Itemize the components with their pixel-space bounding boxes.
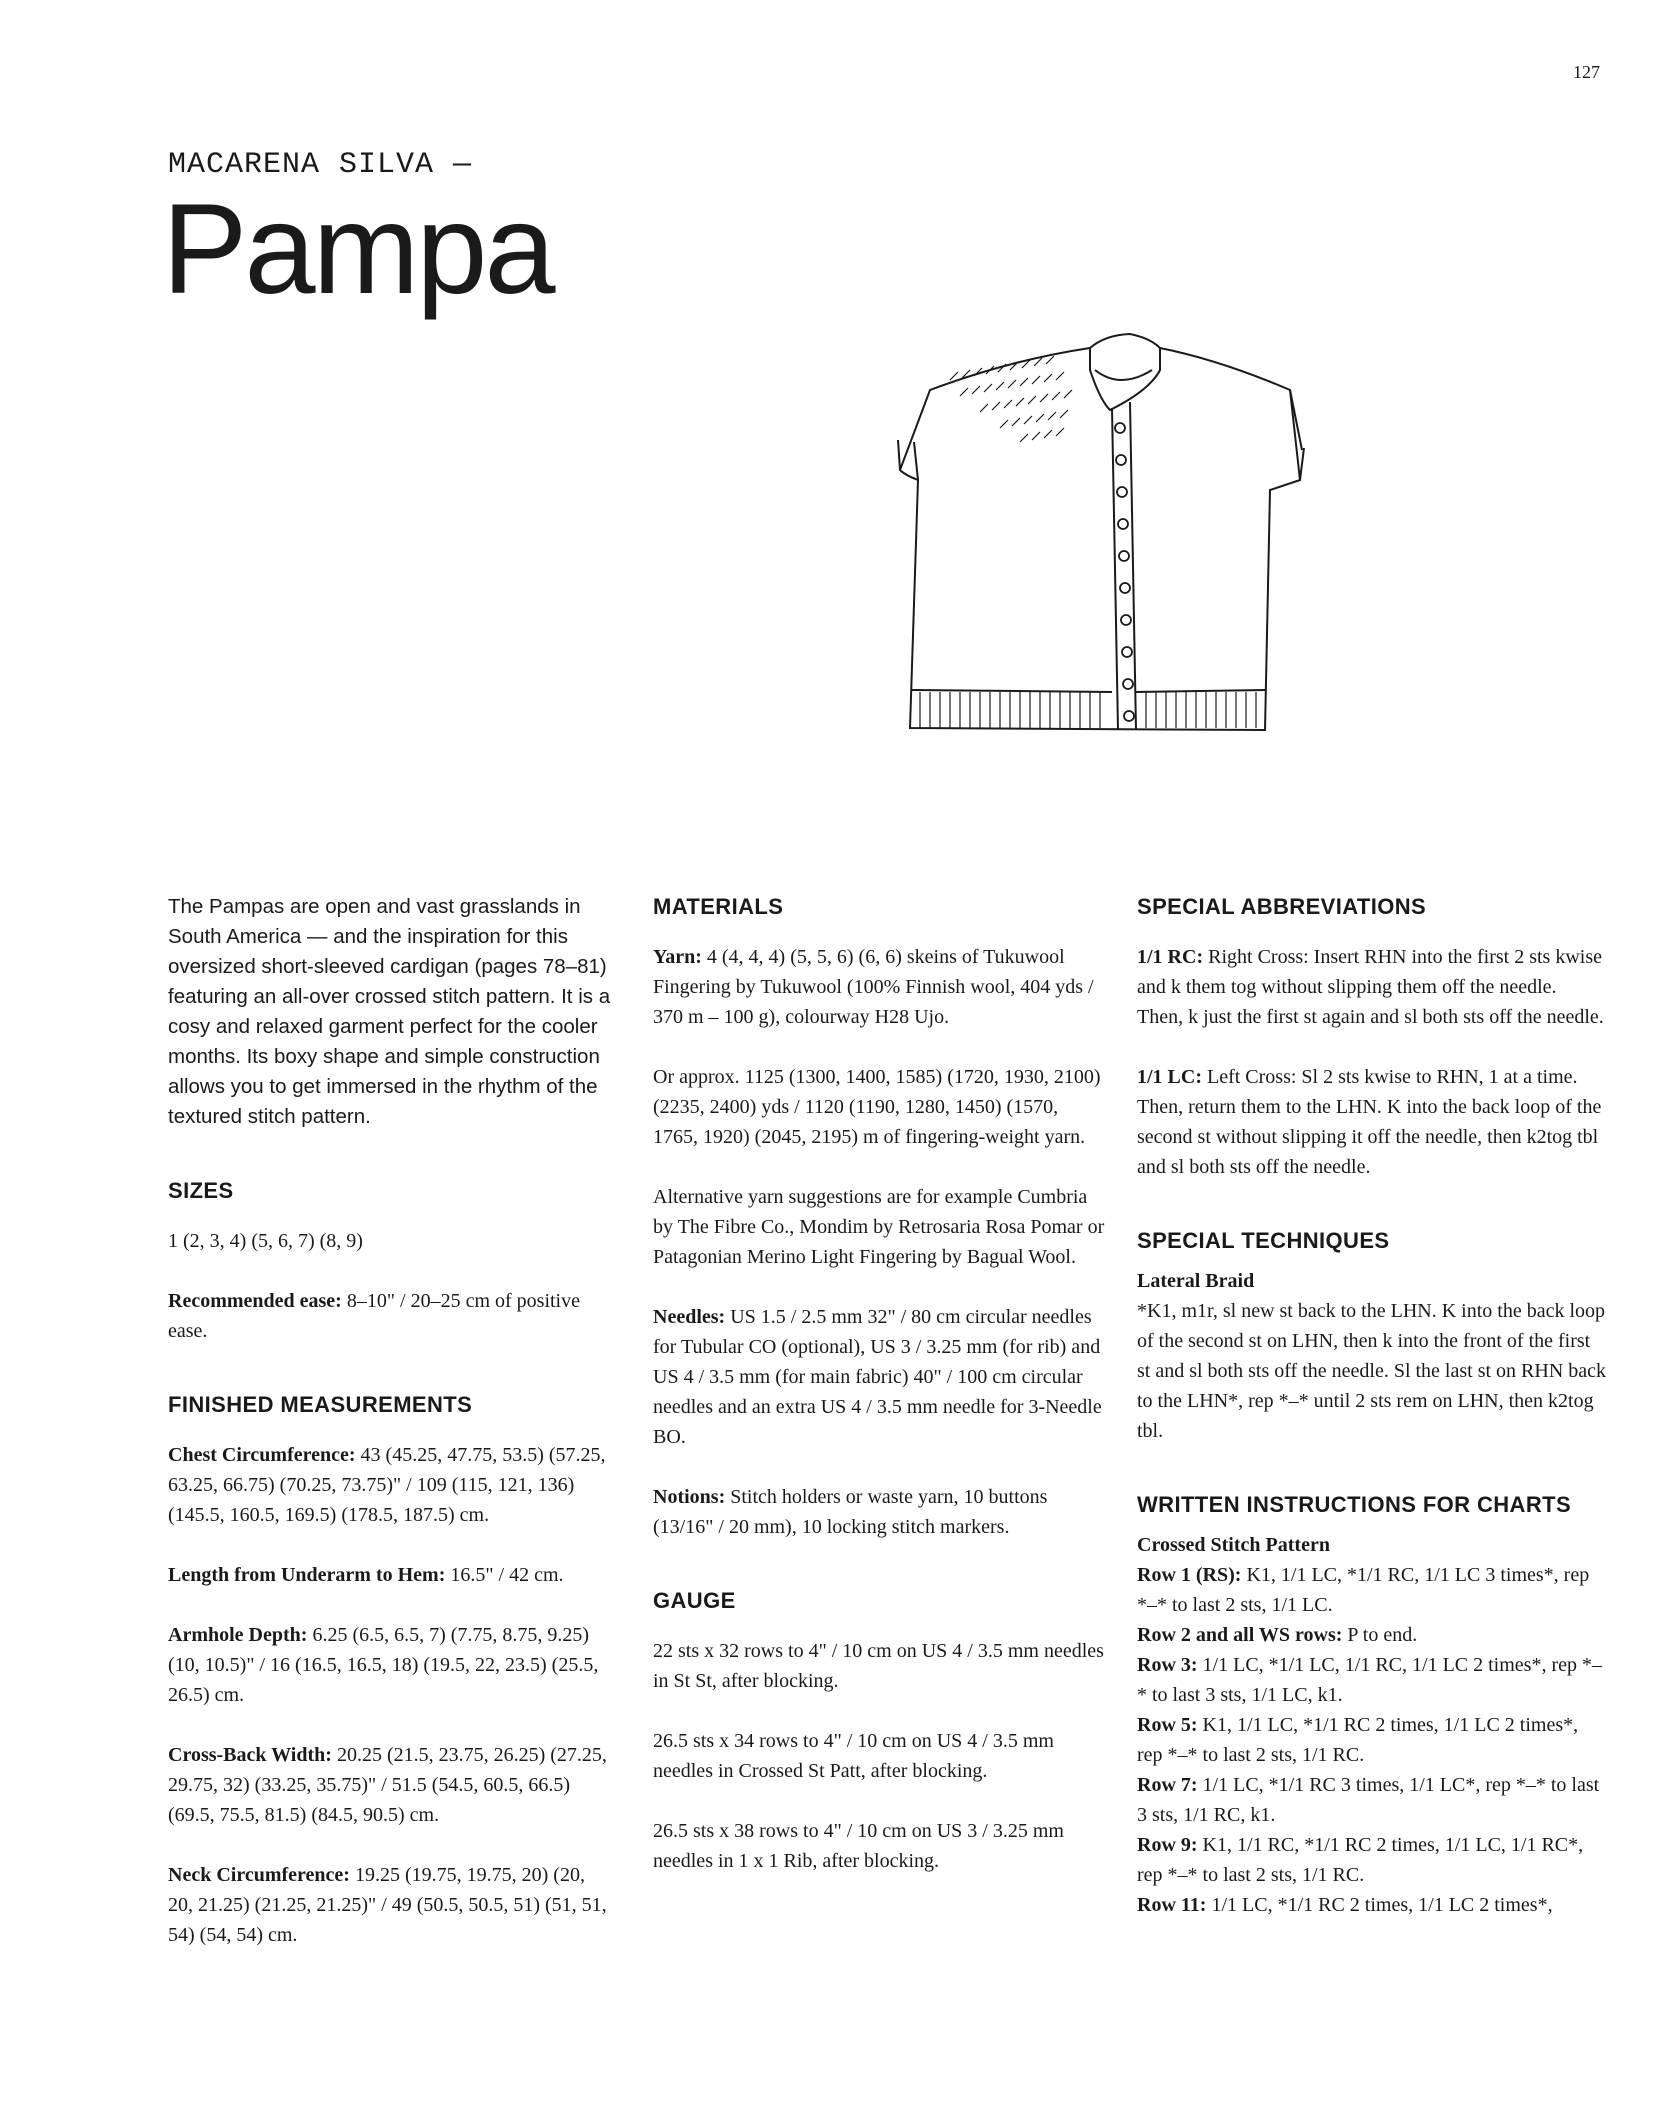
measurement-value: 6.25 (6.5, 6.5, 7) (7.75, 8.75, 9.25) (10, 10.5)" / 16 (16.5, 16.5, 18) (19.5, 22, 23.5) (25.5, 26.5) cm.: [168, 1624, 599, 1706]
pattern-row: [1137, 1620, 1607, 1650]
sizes-heading: SIZES: [168, 1178, 234, 1203]
measurement-label: Neck Circumference:: [168, 1864, 350, 1886]
ease-value: 8–10" / 20–25 cm of positive ease.: [168, 1290, 580, 1342]
pattern-row: [1137, 1890, 1607, 1920]
needles-value: US 1.5 / 2.5 mm 32" / 80 cm circular needles for Tubular CO (optional), US 3 / 3.25 mm (for rib) and US 4 / 3.5 mm (for main fabric) 40" / 100 cm circular needles and an extra US 4 / 3.5 mm needle for 3-Needle BO.: [653, 1306, 1102, 1448]
lateral-braid-text: *K1, m1r, sl new st back to the LHN. K into the back loop of the second st on LHN, then k into the front of the first st and sl both sts off the needle. Sl the last st on RHN back to the LHN*, rep *–* until 2 sts rem on LHN, then k2tog tbl.: [1137, 1300, 1607, 1442]
abbreviation-value: Right Cross: Insert RHN into the first 2 sts kwise and k them tog without slipping them off the needle. Then, k just the first st again and sl both sts off the needle.: [1137, 946, 1604, 1028]
intro-text: The Pampas are open and vast grasslands in South America — and the inspiration for this oversized short-sleeved cardigan (pages 78–81) featuring an all-over crossed stitch pattern. It is a cosy and relaxed garment perfect for the cooler months. Its boxy shape and simple construction allows you to get immersed in the rhythm of the textured stitch pattern.: [168, 895, 611, 1128]
measurement-label: Chest Circumference:: [168, 1444, 356, 1466]
alternative-yarns: Alternative yarn suggestions are for example Cumbria by The Fibre Co., Mondim by Retrosaria Rosa Pomar or Patagonian Merino Light Fingering by Bagual Wool.: [653, 1186, 1105, 1268]
measurement-item: [168, 1620, 613, 1710]
lateral-braid-subheading: Lateral Braid: [1137, 1270, 1255, 1292]
row-label: Row 7:: [1137, 1774, 1198, 1796]
measurement-value: 20.25 (21.5, 23.75, 26.25) (27.25, 29.75, 32) (33.25, 35.75)" / 51.5 (54.5, 60.5, 66.5) (69.5, 75.5, 81.5) (84.5, 90.5) cm.: [168, 1744, 607, 1826]
gauge-item: 26.5 sts x 34 rows to 4" / 10 cm on US 4 / 3.5 mm needles in Crossed St Patt, after blocking.: [653, 1730, 1054, 1782]
row-value: 1/1 LC, *1/1 LC, 1/1 RC, 1/1 LC 2 times*, rep *–* to last 3 sts, 1/1 LC, k1.: [1137, 1654, 1602, 1706]
approx-yardage: Or approx. 1125 (1300, 1400, 1585) (1720, 1930, 2100) (2235, 2400) yds / 1120 (1190, 1280, 1450) (1570, 1765, 1920) (2045, 2195) m of fingering-weight yarn.: [653, 1066, 1101, 1148]
yarn-text: [653, 942, 1105, 1032]
row-value: 1/1 LC, *1/1 RC 3 times, 1/1 LC*, rep *–* to last 3 sts, 1/1 RC, k1.: [1137, 1774, 1600, 1826]
measurement-item: [168, 1740, 613, 1830]
written-instructions-section: [1137, 1490, 1607, 1920]
column-left: [168, 892, 613, 1980]
measurement-value: 43 (45.25, 47.75, 53.5) (57.25, 63.25, 66.75) (70.25, 73.75)" / 109 (115, 121, 136) (145.5, 160.5, 169.5) (178.5, 187.5) cm.: [168, 1444, 606, 1526]
gauge-item: 26.5 sts x 38 rows to 4" / 10 cm on US 3 / 3.25 mm needles in 1 x 1 Rib, after blocking.: [653, 1820, 1064, 1872]
pattern-row: [1137, 1830, 1607, 1890]
designer-name: MACARENA SILVA —: [168, 148, 473, 182]
abbreviations-section: [1137, 892, 1607, 1182]
gauge-section: [653, 1586, 1105, 1876]
row-label: Row 3:: [1137, 1654, 1198, 1676]
abbreviation-label: 1/1 RC:: [1137, 946, 1204, 968]
gauge-item: 22 sts x 32 rows to 4" / 10 cm on US 4 / 3.5 mm needles in St St, after blocking.: [653, 1640, 1104, 1692]
column-right: [1137, 892, 1607, 1920]
pattern-title: Pampa: [162, 178, 553, 321]
recommended-ease: [168, 1286, 613, 1346]
row-label: Row 11:: [1137, 1894, 1207, 1916]
abbreviations-heading: SPECIAL ABBREVIATIONS: [1137, 894, 1427, 919]
materials-section: [653, 892, 1105, 1542]
sizes-section: [168, 1176, 613, 1346]
needles-text: [653, 1302, 1105, 1452]
pattern-row: [1137, 1770, 1607, 1830]
abbreviation-item: [1137, 942, 1607, 1032]
measurement-label: Cross-Back Width:: [168, 1744, 332, 1766]
sizes-values: 1 (2, 3, 4) (5, 6, 7) (8, 9): [168, 1230, 363, 1252]
finished-measurements-heading: FINISHED MEASUREMENTS: [168, 1392, 473, 1417]
row-value: K1, 1/1 LC, *1/1 RC 2 times, 1/1 LC 2 times*, rep *–* to last 2 sts, 1/1 RC.: [1137, 1714, 1579, 1766]
finished-measurements-section: [168, 1390, 613, 1950]
row-label: Row 5:: [1137, 1714, 1198, 1736]
yarn-value: 4 (4, 4, 4) (5, 5, 6) (6, 6) skeins of Tukuwool Fingering by Tukuwool (100% Finnish wool, 404 yds / 370 m – 100 g), colourway H28 Ujo.: [653, 946, 1094, 1028]
measurement-label: Length from Underarm to Hem:: [168, 1564, 446, 1586]
pattern-row: [1137, 1710, 1607, 1770]
measurement-item: [168, 1560, 613, 1590]
written-instructions-heading: WRITTEN INSTRUCTIONS FOR CHARTS: [1137, 1492, 1572, 1517]
abbreviation-value: Left Cross: Sl 2 sts kwise to RHN, 1 at a time. Then, return them to the LHN. K into the back loop of the second st without slipping it off the needle, then k2tog tbl and sl both sts off the needle.: [1137, 1066, 1602, 1178]
crossed-stitch-subheading: Crossed Stitch Pattern: [1137, 1534, 1330, 1556]
row-value: K1, 1/1 RC, *1/1 RC 2 times, 1/1 LC, 1/1 RC*, rep *–* to last 2 sts, 1/1 RC.: [1137, 1834, 1584, 1886]
row-value: P to end.: [1342, 1624, 1418, 1646]
pattern-row: [1137, 1560, 1607, 1620]
yarn-label: Yarn:: [653, 946, 702, 968]
measurement-item: [168, 1860, 613, 1950]
row-label: Row 1 (RS):: [1137, 1564, 1242, 1586]
measurement-label: Armhole Depth:: [168, 1624, 308, 1646]
abbreviation-label: 1/1 LC:: [1137, 1066, 1202, 1088]
page-number: 127: [1573, 62, 1600, 82]
notions-value: Stitch holders or waste yarn, 10 buttons (13/16" / 20 mm), 10 locking stitch markers.: [653, 1486, 1048, 1538]
techniques-heading: SPECIAL TECHNIQUES: [1137, 1228, 1390, 1253]
row-value: K1, 1/1 LC, *1/1 RC, 1/1 LC 3 times*, rep *–* to last 2 sts, 1/1 LC.: [1137, 1564, 1590, 1616]
row-value: 1/1 LC, *1/1 RC 2 times, 1/1 LC 2 times*,: [1206, 1894, 1553, 1916]
notions-label: Notions:: [653, 1486, 726, 1508]
materials-heading: MATERIALS: [653, 894, 784, 919]
measurement-value: 19.25 (19.75, 19.75, 20) (20, 20, 21.25) (21.25, 21.25)" / 49 (50.5, 50.5, 51) (51, 51, 54) (54, 54) cm.: [168, 1864, 607, 1946]
ease-label: Recommended ease:: [168, 1290, 342, 1312]
techniques-section: [1137, 1226, 1607, 1446]
abbreviation-item: [1137, 1062, 1607, 1182]
row-label: Row 9:: [1137, 1834, 1198, 1856]
row-label: Row 2 and all WS rows:: [1137, 1624, 1343, 1646]
measurement-value: 16.5" / 42 cm.: [445, 1564, 564, 1586]
notions-text: [653, 1482, 1105, 1542]
cardigan-illustration: [890, 330, 1330, 770]
column-middle: [653, 892, 1105, 1906]
measurement-item: [168, 1440, 613, 1530]
pattern-row: [1137, 1650, 1607, 1710]
needles-label: Needles:: [653, 1306, 726, 1328]
gauge-heading: GAUGE: [653, 1588, 736, 1613]
